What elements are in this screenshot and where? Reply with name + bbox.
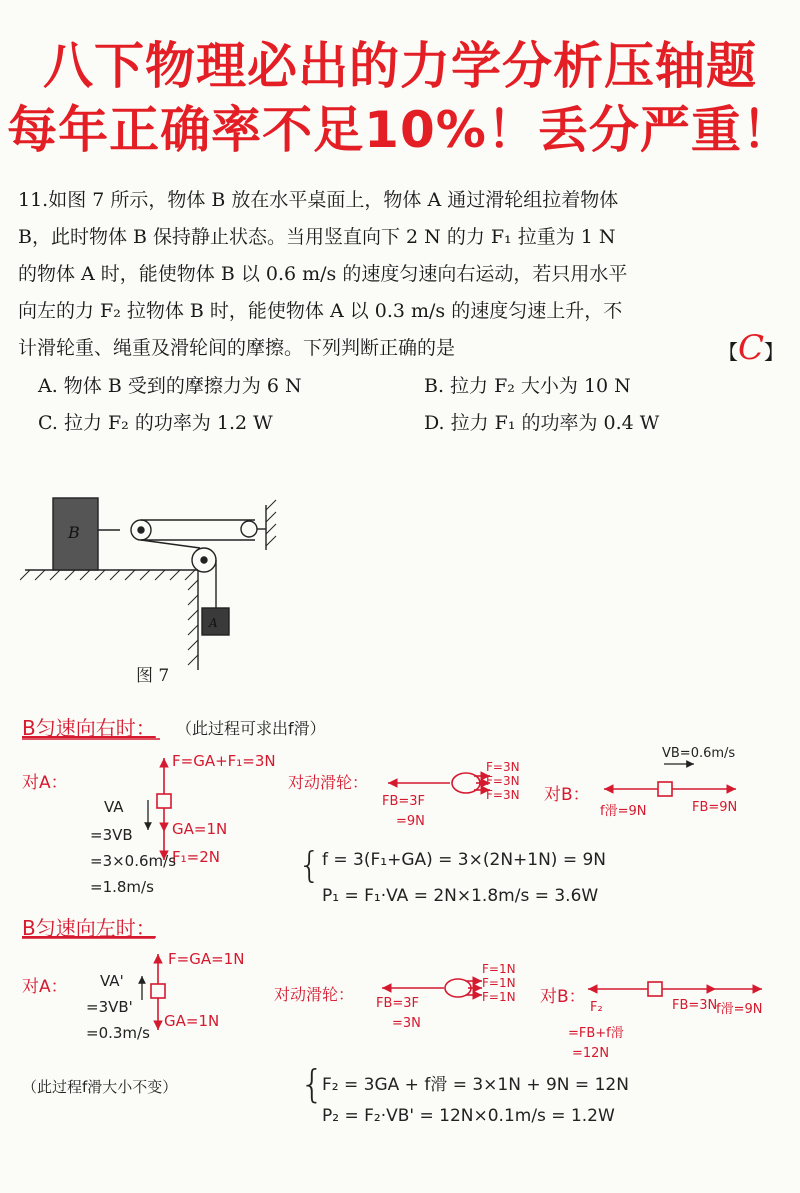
s1-for-b: 对B： — [544, 785, 590, 805]
s2-va-3: =0.3m/s — [86, 1024, 150, 1042]
s1-ga: GA=1N — [172, 820, 228, 838]
s1-fb-right: FB=9N — [692, 800, 738, 815]
s1-rope-force: F=3N — [486, 788, 520, 802]
s2-fb-right: FB=3N — [672, 998, 718, 1013]
s2-fb: FB=3F — [376, 996, 420, 1011]
s2-ga: GA=1N — [164, 1012, 220, 1030]
s2-equation-1: F₂ = 3GA + f滑 = 3×1N + 9N = 12N — [322, 1075, 629, 1095]
s2-f2: F₂ — [590, 1000, 603, 1015]
pulley-figure — [20, 480, 320, 680]
s1-rope-force: F=3N — [486, 774, 520, 788]
answer-close: 】 — [764, 340, 785, 364]
s2-va-2: =3VB' — [86, 998, 133, 1016]
section-2-title: B匀速向左时： — [22, 916, 156, 940]
s1-f1: F₁=2N — [172, 848, 220, 866]
s1-va-3: =3×0.6m/s — [90, 852, 177, 870]
s2-for-pulley: 对动滑轮： — [274, 985, 355, 1004]
question-line: 11.如图 7 所示，物体 B 放在水平桌面上，物体 A 通过滑轮组拉着物体 — [18, 189, 619, 211]
question-line: 向左的力 F₂ 拉物体 B 时，能使物体 A 以 0.3 m/s 的速度匀速上升，不 — [18, 300, 623, 322]
s1-va-4: =1.8m/s — [90, 878, 154, 896]
s1-for-a: 对A： — [22, 773, 68, 793]
handwritten-answer: C — [738, 328, 765, 368]
s2-for-b: 对B： — [540, 987, 586, 1007]
s2-va: VA' — [100, 972, 124, 990]
headline-line-2: 每年正确率不足10%！丢分严重！ — [7, 101, 793, 159]
s1-fb: FB=3F — [382, 794, 426, 809]
s2-for-a: 对A： — [22, 977, 68, 997]
question-text — [18, 182, 788, 367]
headline-line-1: 八下物理必出的力学分析压轴题 — [43, 37, 757, 95]
question-line: 计滑轮重、绳重及滑轮间的摩擦。下列判断正确的是 — [18, 337, 456, 359]
option-a: A. 物体 B 受到的摩擦力为 6 N — [38, 375, 302, 397]
s1-equation-2: P₁ = F₁·VA = 2N×1.8m/s = 3.6W — [322, 886, 599, 906]
section-1-title: B匀速向右时： — [22, 716, 156, 740]
s1-fb-2: =9N — [396, 814, 425, 829]
s2-equation-2: P₂ = F₂·VB' = 12N×0.1m/s = 1.2W — [322, 1106, 615, 1126]
s1-vb: VB=0.6m/s — [662, 746, 736, 761]
s1-friction: f滑=9N — [600, 804, 647, 819]
answer-bracket — [718, 328, 784, 368]
option-d: D. 拉力 F₁ 的功率为 0.4 W — [424, 412, 660, 434]
question-line: B，此时物体 B 保持静止状态。当用竖直向下 2 N 的力 F₁ 拉重为 1 N — [18, 226, 616, 248]
s1-va-2: =3VB — [90, 826, 133, 844]
block-a-label: A — [209, 616, 218, 630]
option-b: B. 拉力 F₂ 大小为 10 N — [424, 375, 631, 397]
s2-brace: { — [300, 1062, 325, 1106]
answer-open: 【 — [718, 340, 738, 364]
figure-caption: 图 7 — [136, 666, 170, 686]
s1-rope-forces — [486, 760, 520, 802]
s2-rope-force: F=1N — [482, 990, 516, 1004]
s2-f2-value: =12N — [572, 1046, 610, 1061]
s2-friction: f滑=9N — [716, 1002, 763, 1017]
s1-force-up: F=GA+F₁=3N — [172, 752, 276, 770]
s2-force-up: F=GA=1N — [168, 950, 245, 968]
s1-va: VA — [104, 798, 124, 816]
s2-fb-2: =3N — [392, 1016, 421, 1031]
section-1-aside: （此过程可求出f滑） — [176, 719, 326, 738]
s1-brace: { — [298, 845, 321, 886]
s1-for-pulley: 对动滑轮： — [288, 773, 369, 792]
s1-rope-force: F=3N — [486, 760, 520, 774]
s2-rope-force: F=1N — [482, 976, 516, 990]
s1-equation-1: f = 3(F₁+GA) = 3×(2N+1N) = 9N — [322, 850, 607, 870]
s2-aside: （此过程f滑大小不变） — [22, 1078, 178, 1096]
block-b-label: B — [68, 523, 80, 542]
s2-f2-expr: =FB+f滑 — [568, 1026, 624, 1041]
s2-rope-force: F=1N — [482, 962, 516, 976]
question-line: 的物体 A 时，能使物体 B 以 0.6 m/s 的速度匀速向右运动，若只用水平 — [18, 263, 628, 285]
option-c: C. 拉力 F₂ 的功率为 1.2 W — [38, 412, 273, 434]
s2-rope-forces — [482, 962, 516, 1004]
